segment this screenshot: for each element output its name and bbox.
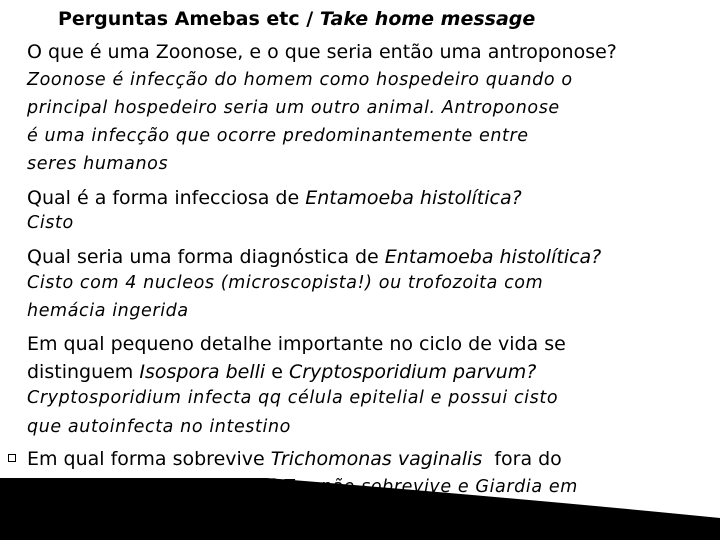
title-italic: Take home message <box>319 8 536 30</box>
answer-4-line-1: Cryptosporidium infecta qq célula epitelial e possui cisto <box>27 388 559 408</box>
question-1: O que é uma Zoonose, e o que seria então uma antroponose? <box>27 41 617 63</box>
answer-1-line-3: é uma infecção que ocorre predominantemente entre <box>27 126 529 146</box>
question-3: Qual seria uma forma diagnóstica de Entamoeba histolítica? <box>27 246 602 268</box>
answer-2: Cisto <box>27 213 74 233</box>
question-4-line-1: Em qual pequeno detalhe importante no ciclo de vida se <box>27 333 566 355</box>
question-4-line-2: distinguem Isospora belli e Cryptosporidium parvum? <box>27 361 537 383</box>
bullet-icon <box>8 252 16 260</box>
bullet-icon <box>8 193 16 201</box>
slide-title <box>58 8 535 30</box>
bullet-icon <box>8 339 16 347</box>
title-text: Perguntas Amebas etc / <box>58 8 314 30</box>
answer-3-line-1: Cisto com 4 nucleos (microscopista!) ou trofozoita com <box>27 273 544 293</box>
answer-1-line-4: seres humanos <box>27 154 169 174</box>
bullet-icon <box>8 454 16 462</box>
question-5-line-2: corpo humano? E Giardia? T.v. não sobrevive e Giardia em <box>27 475 578 497</box>
answer-1-line-1: Zoonose é infecção do homem como hospedeiro quando o <box>27 70 573 90</box>
answer-4-line-2: que autoinfecta no intestino <box>27 417 291 437</box>
answer-1-line-2: principal hospedeiro seria um outro animal. Antroponose <box>27 98 560 118</box>
question-2: Qual é a forma infecciosa de Entamoeba histolítica? <box>27 187 522 209</box>
answer-3-line-2: hemácia ingerida <box>27 301 189 321</box>
answer-5: forma de cisto <box>27 502 162 522</box>
question-5-line-1: Em qual forma sobrevive Trichomonas vaginalis fora do <box>27 448 562 470</box>
bullet-icon <box>8 47 16 55</box>
